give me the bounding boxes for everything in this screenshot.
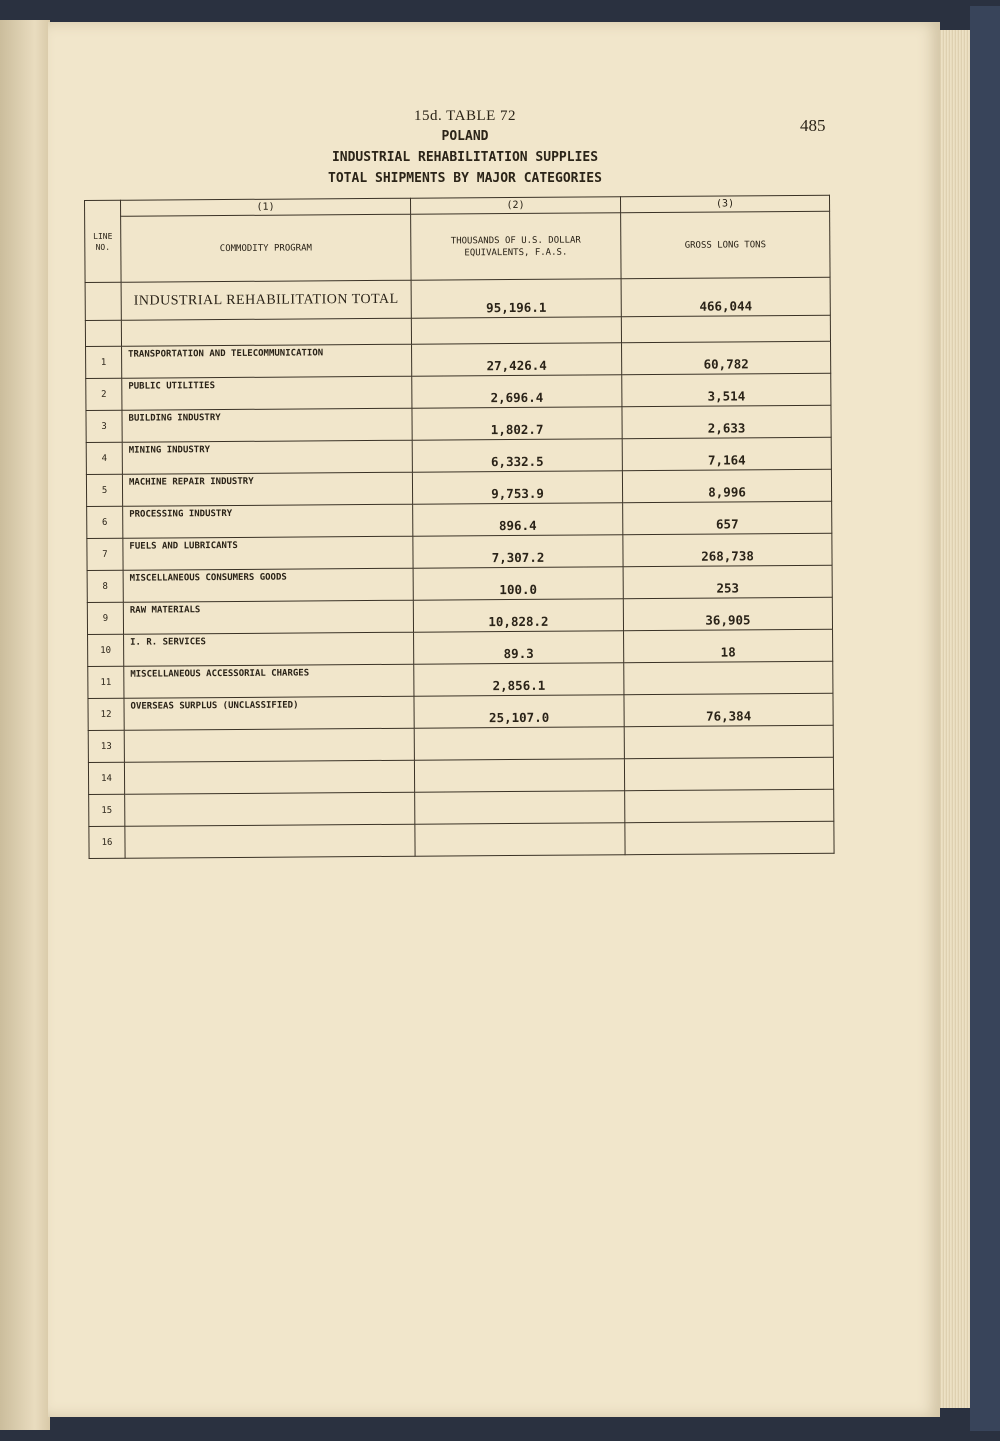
total-line-no <box>85 282 121 320</box>
dollars-value <box>415 823 625 856</box>
line-no: 10 <box>88 634 124 666</box>
commodity-category <box>124 728 414 762</box>
table-row <box>88 757 833 794</box>
dollars-value: 89.3 <box>414 631 624 664</box>
commodity-category: BUILDING INDUSTRY <box>122 408 412 442</box>
line-no: 2 <box>86 378 122 410</box>
table-id: 15d. TABLE 72 <box>413 108 517 124</box>
commodity-category: OVERSEAS SURPLUS (UNCLASSIFIED) <box>124 696 414 730</box>
table-row <box>87 565 832 602</box>
dollars-value: 2,856.1 <box>414 663 624 696</box>
tons-value <box>625 821 834 854</box>
spacer-cell <box>85 320 121 346</box>
dollars-value <box>414 759 624 792</box>
shipments-table <box>84 195 835 859</box>
tons-value: 3,514 <box>622 373 831 406</box>
tons-value: 60,782 <box>622 341 831 374</box>
spacer-cell <box>411 317 621 344</box>
col1-number: (1) <box>121 198 411 216</box>
line-no: 7 <box>87 538 123 570</box>
line-no: 12 <box>88 698 124 730</box>
tons-value: 36,905 <box>623 597 832 630</box>
total-tons: 466,044 <box>621 277 830 316</box>
total-label: INDUSTRIAL REHABILITATION TOTAL <box>121 280 411 320</box>
dollars-value: 25,107.0 <box>414 695 624 728</box>
previous-page-edge <box>0 20 50 1430</box>
line-no: 9 <box>87 602 123 634</box>
dollars-value: 10,828.2 <box>413 599 623 632</box>
commodity-category <box>125 824 415 858</box>
line-no: 6 <box>87 506 123 538</box>
page-number: 485 <box>800 116 826 135</box>
tons-value: 2,633 <box>622 405 831 438</box>
book-cover <box>970 6 1000 1431</box>
dollars-header-line1: THOUSANDS OF U.S. DOLLAR <box>450 235 581 246</box>
table-title: INDUSTRIAL REHABILITATION SUPPLIES <box>331 150 599 165</box>
table-row <box>86 373 831 410</box>
commodity-category: RAW MATERIALS <box>123 600 413 634</box>
col2-number: (2) <box>410 197 620 214</box>
tons-value: 253 <box>623 565 832 598</box>
commodity-category: MACHINE REPAIR INDUSTRY <box>122 472 412 506</box>
table-row <box>88 629 833 666</box>
tons-header: GROSS LONG TONS <box>621 211 830 278</box>
table-row <box>89 789 834 826</box>
line-no: 3 <box>86 410 122 442</box>
dollars-value: 6,332.5 <box>412 439 622 472</box>
table-row <box>86 341 831 378</box>
spacer-cell <box>121 318 411 346</box>
line-no: 14 <box>88 762 124 794</box>
line-no: 1 <box>86 346 122 378</box>
tons-value: 18 <box>624 629 833 662</box>
line-no: 11 <box>88 666 124 698</box>
line-no: 4 <box>86 442 122 474</box>
dollars-header <box>411 213 621 280</box>
table-row <box>86 469 831 506</box>
dollars-value: 896.4 <box>413 503 623 536</box>
dollars-value: 27,426.4 <box>412 343 622 376</box>
commodity-category: FUELS AND LUBRICANTS <box>123 536 413 570</box>
table-row <box>89 821 834 858</box>
tons-value: 7,164 <box>622 437 831 470</box>
dollars-header-line2: EQUIVALENTS, F.A.S. <box>464 247 568 258</box>
commodity-category: TRANSPORTATION AND TELECOMMUNICATION <box>122 344 412 378</box>
tons-value: 268,738 <box>623 533 832 566</box>
tons-value: 657 <box>623 501 832 534</box>
dollars-value: 7,307.2 <box>413 535 623 568</box>
col3-number: (3) <box>620 195 829 212</box>
country-title: POLAND <box>441 129 489 144</box>
table-row <box>88 725 833 762</box>
spacer-cell <box>621 315 830 342</box>
tons-value <box>624 757 833 790</box>
commodity-category: MISCELLANEOUS ACCESSORIAL CHARGES <box>124 664 414 698</box>
commodity-category <box>125 792 415 826</box>
commodity-category: PROCESSING INDUSTRY <box>123 504 413 538</box>
line-no: 16 <box>89 826 125 858</box>
total-row <box>85 277 830 320</box>
tons-value: 8,996 <box>622 469 831 502</box>
tons-value: 76,384 <box>624 693 833 726</box>
dollars-value: 2,696.4 <box>412 375 622 408</box>
line-no: 5 <box>86 474 122 506</box>
commodity-category: I. R. SERVICES <box>124 632 414 666</box>
dollars-value <box>415 791 625 824</box>
table-row <box>86 437 831 474</box>
line-no: 13 <box>88 730 124 762</box>
line-no: 8 <box>87 570 123 602</box>
commodity-category: MISCELLANEOUS CONSUMERS GOODS <box>123 568 413 602</box>
line-no-header: LINE NO. <box>85 200 122 282</box>
total-dollars: 95,196.1 <box>411 279 621 318</box>
commodity-program-header: COMMODITY PROGRAM <box>121 214 411 282</box>
dollars-value: 1,802.7 <box>412 407 622 440</box>
table-row <box>88 693 833 730</box>
tons-value <box>625 789 834 822</box>
dollars-value: 9,753.9 <box>412 471 622 504</box>
table-row <box>88 661 833 698</box>
table-subtitle: TOTAL SHIPMENTS BY MAJOR CATEGORIES <box>328 171 602 186</box>
table-title-block <box>265 108 665 186</box>
table-row <box>87 597 832 634</box>
table-row <box>87 501 832 538</box>
tons-value <box>624 725 833 758</box>
commodity-category: PUBLIC UTILITIES <box>122 376 412 410</box>
dollars-value: 100.0 <box>413 567 623 600</box>
table-row <box>86 405 831 442</box>
commodity-category: MINING INDUSTRY <box>122 440 412 474</box>
dollars-value <box>414 727 624 760</box>
tons-value <box>624 661 833 694</box>
commodity-category <box>124 760 414 794</box>
line-no: 15 <box>89 794 125 826</box>
table-row <box>87 533 832 570</box>
